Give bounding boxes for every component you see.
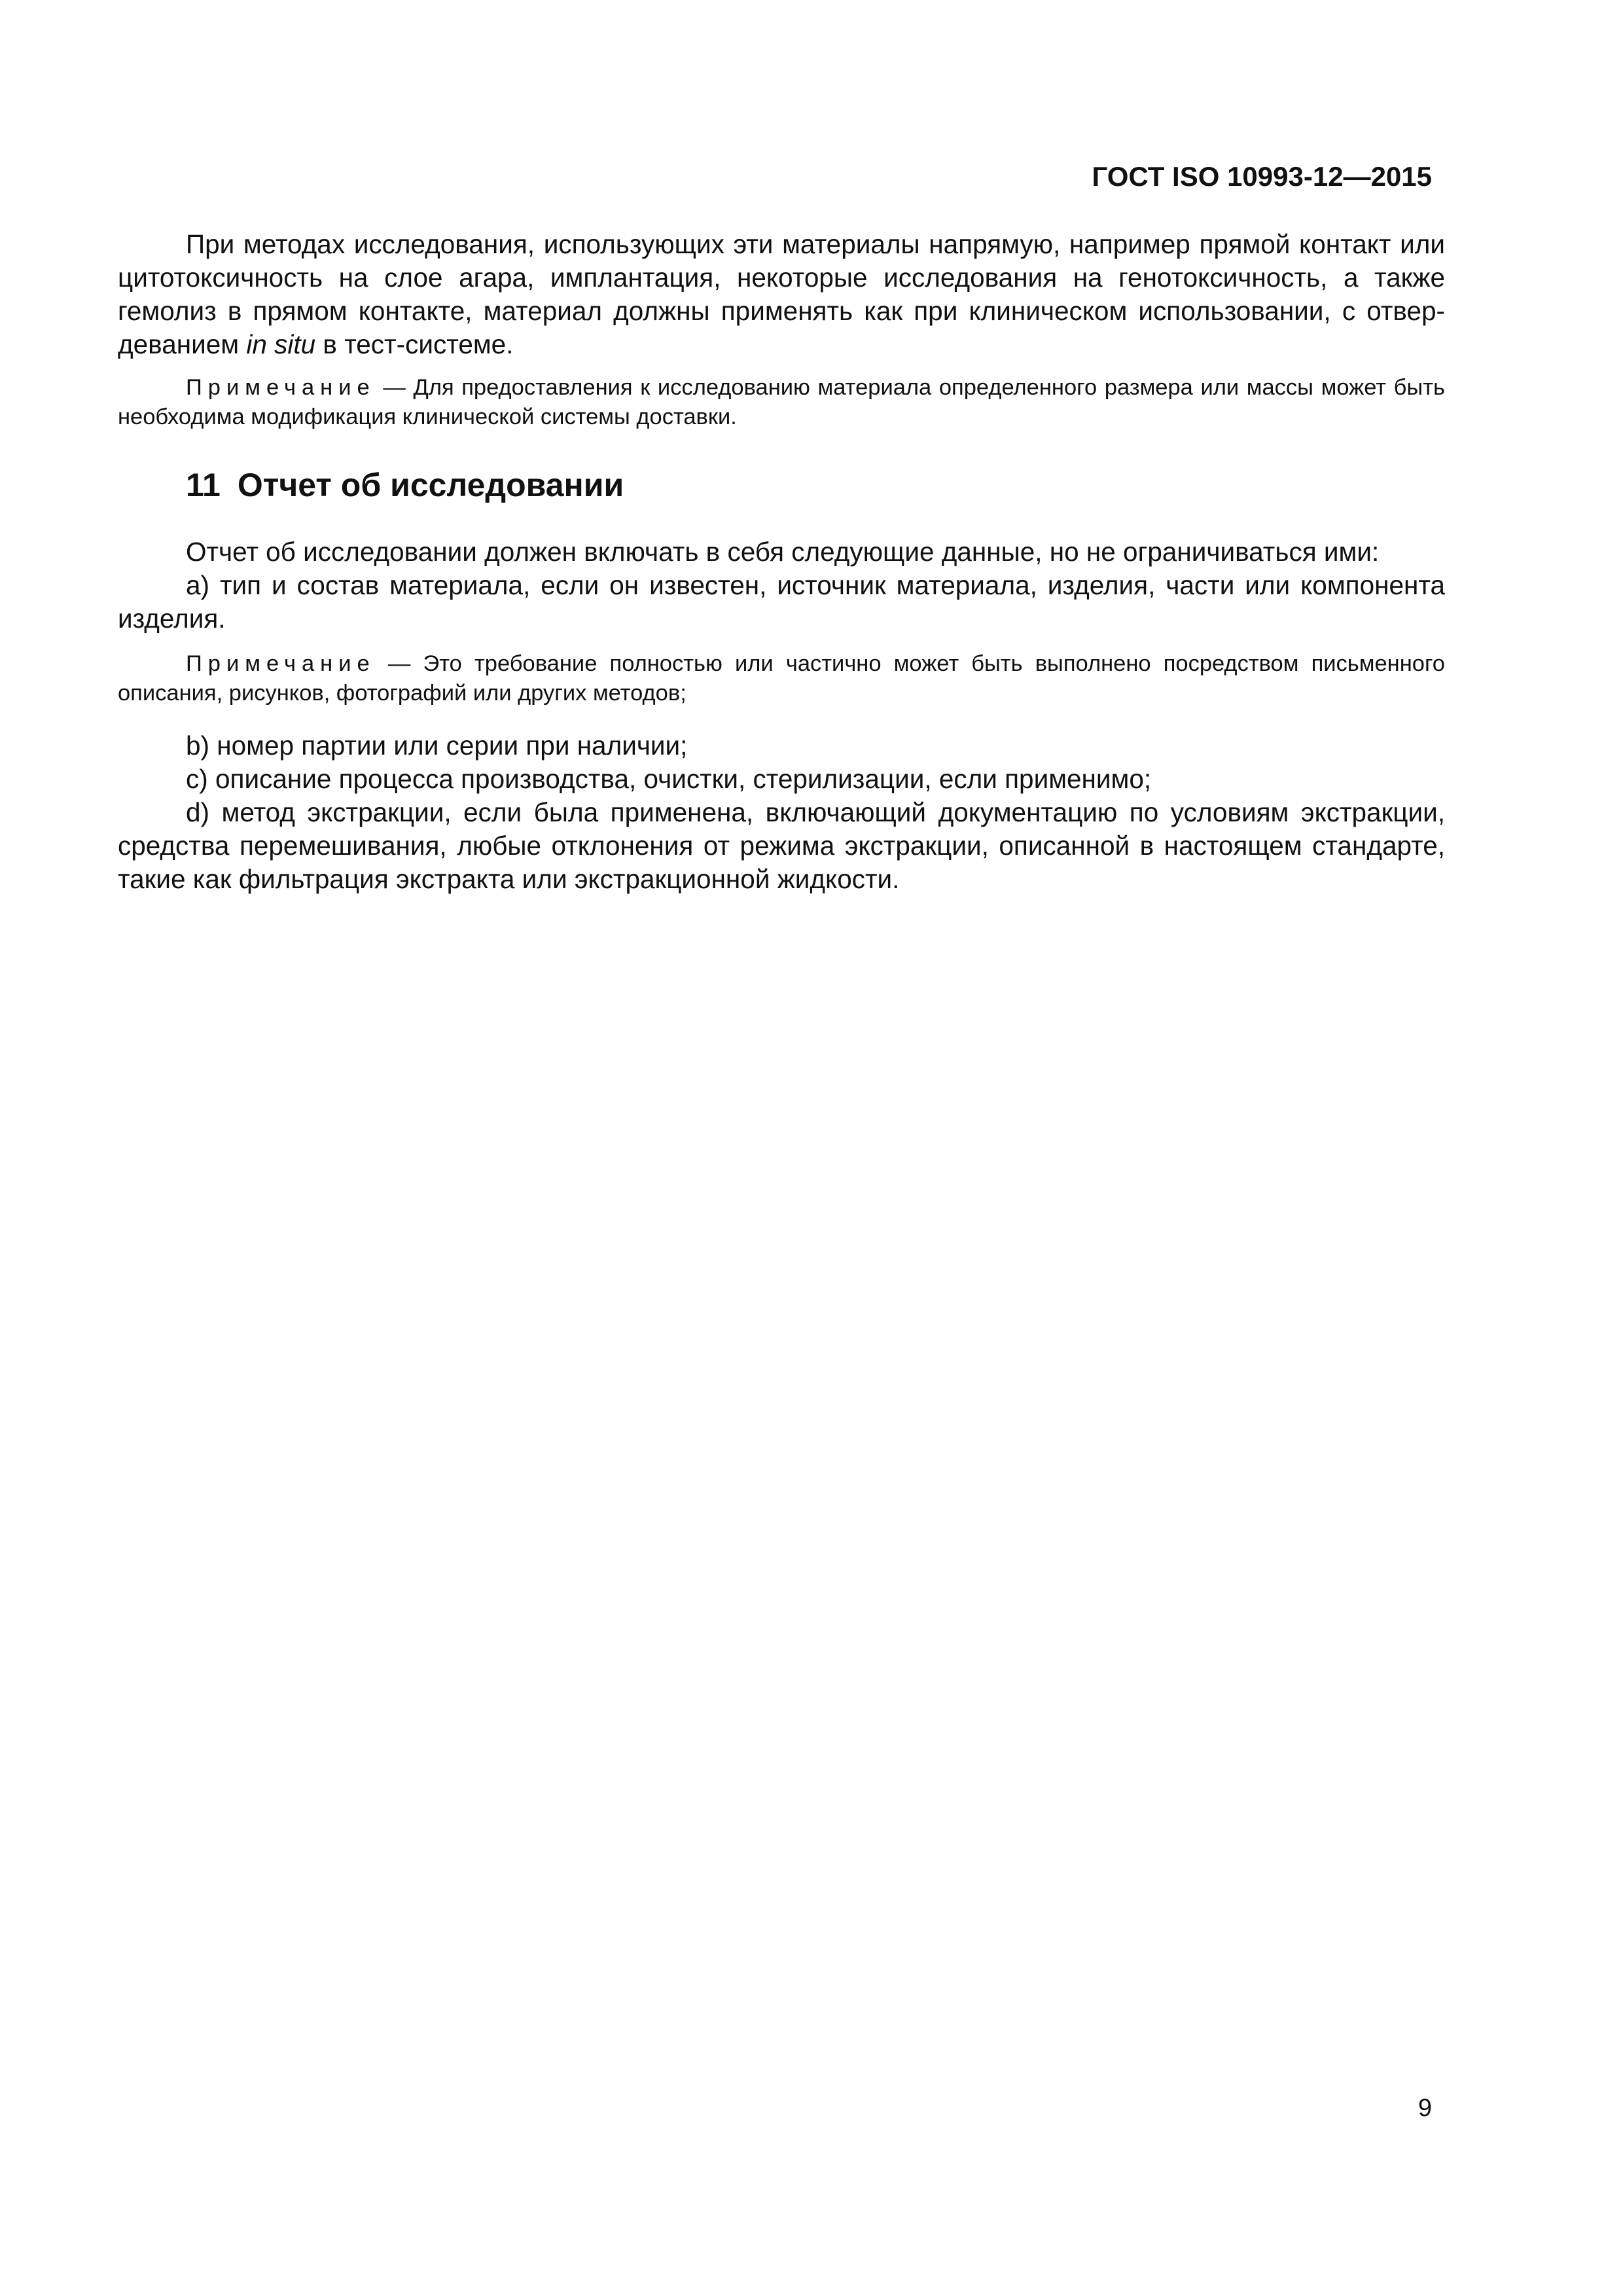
list-item-c: c) описание процесса производства, очистки, стерилизации, если применимо; xyxy=(186,764,1152,794)
note-text: — Для предоставления к исследованию материала определенного размера или массы может быть необходима модификация клинической системы доставки. xyxy=(118,375,1445,429)
section-number: 11 xyxy=(186,467,221,503)
document-id: ГОСТ ISO 10993-12—2015 xyxy=(1092,161,1432,192)
list-item-a: a) тип и состав материала, если он известен, источник материала, изделия, части или компонента изделия. xyxy=(118,570,1445,634)
report-requirements-continued xyxy=(118,729,1445,896)
intro-paragraph: Отчет об исследовании должен включать в себя следующие данные, но не ограничиваться ими: xyxy=(186,537,1380,567)
note-label: Примечание xyxy=(186,375,376,400)
note-text: — Это требование полностью или частично может быть выполнено посредством письменного описания, рисунков, фотографий или других методов; xyxy=(118,651,1445,706)
note-label: Примечание xyxy=(186,651,376,676)
list-item-d: d) метод экстракции, если была применена, включающий документацию по условиям экстракции, средства перемешивания, любые отклонения от режима экстракции, описанной в настоящем стандарте, такие как фильтрация экстракта или экстракционной жидкости. xyxy=(118,797,1445,894)
document-header xyxy=(1092,160,1432,194)
report-requirements xyxy=(118,535,1445,636)
paragraph-text: При методах исследования, использующих эти материалы напрямую, например прямой контакт или цитотоксичность на слое агара, имплантация, некоторые исследования на генотоксичность, а также гемолиз в прямом контакте, материал должны применять как при клиническом использовании, с отвердеванием xyxy=(118,229,1445,359)
note-description xyxy=(118,649,1445,708)
note-delivery-system xyxy=(118,373,1445,432)
page-number: 9 xyxy=(1418,2094,1432,2122)
italic-term: in situ xyxy=(246,329,316,359)
paragraph-text-end: в тест-системе. xyxy=(315,329,514,359)
section-title: Отчет об исследовании xyxy=(237,467,624,503)
section-heading xyxy=(186,465,624,505)
paragraph-materials xyxy=(118,228,1445,361)
list-item-b: b) номер партии или серии при наличии; xyxy=(186,730,688,761)
